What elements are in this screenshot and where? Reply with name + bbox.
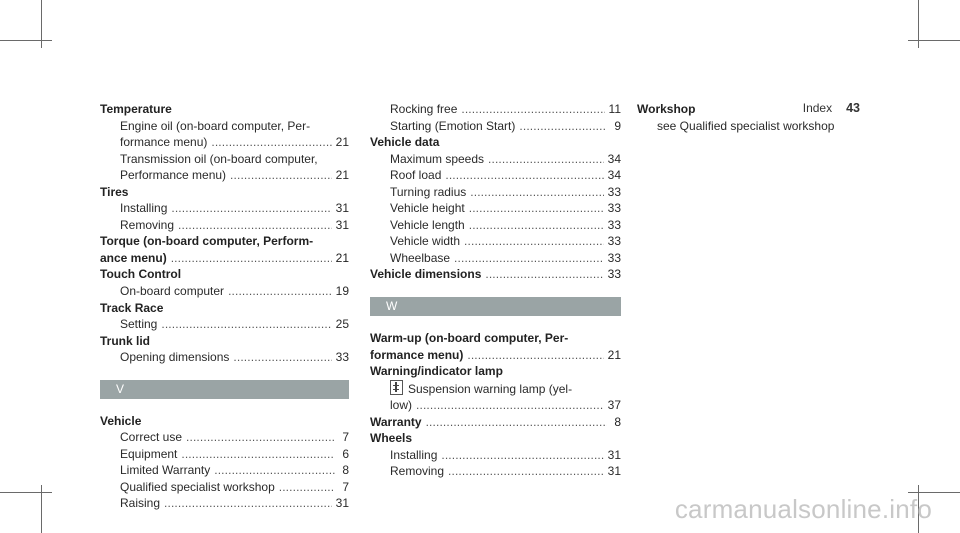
index-subentry: Installing . . . 31	[370, 447, 621, 464]
index-subentry: Setting . . . 25	[100, 316, 349, 333]
index-heading: Touch Control	[100, 267, 182, 282]
page-ref[interactable]: 33	[607, 217, 621, 232]
index-heading: Vehicle data	[370, 135, 440, 150]
index-cross-reference[interactable]: see Qualified specialist workshop	[657, 118, 835, 133]
index-heading: Tires	[100, 184, 129, 199]
section-letter-band: V	[100, 380, 349, 399]
index-subentry: Installing . . . 31	[100, 200, 349, 217]
index-subentry: Transmission oil (on-board computer,	[120, 151, 318, 166]
page-ref[interactable]: 21	[335, 135, 349, 150]
index-heading: Torque (on-board computer, Perform-	[100, 234, 314, 249]
index-subentry: Turning radius . . . 33	[370, 184, 621, 201]
page-ref[interactable]: 7	[342, 479, 349, 494]
page-ref[interactable]: 31	[607, 447, 621, 462]
crop-mark	[0, 40, 52, 41]
index-subentry: Roof load . . . 34	[370, 167, 621, 184]
index-heading: Warning/indicator lamp	[370, 364, 503, 379]
index-subentry: On-board computer . . . 19	[100, 283, 349, 300]
page-ref[interactable]: 19	[335, 284, 349, 299]
crop-mark	[908, 40, 960, 41]
index-heading: Warranty . . . 8	[370, 414, 621, 431]
page-ref[interactable]: 21	[335, 168, 349, 183]
page-ref[interactable]: 31	[335, 201, 349, 216]
index-heading: Vehicle	[100, 413, 142, 428]
index-subentry: Engine oil (on-board computer, Per-	[120, 118, 311, 133]
page-ref[interactable]: 34	[607, 151, 621, 166]
page-ref[interactable]: 6	[342, 446, 349, 461]
index-subentry: Equipment . . . 6	[100, 446, 349, 463]
index-column-1	[100, 101, 349, 512]
page-ref[interactable]: 8	[614, 414, 621, 429]
index-heading: Wheels	[370, 431, 413, 446]
page-ref[interactable]: 8	[342, 463, 349, 478]
watermark: carmanualsonline.info	[674, 494, 932, 524]
page-ref[interactable]: 33	[607, 184, 621, 199]
page-ref[interactable]: 33	[607, 234, 621, 249]
index-heading: Workshop	[637, 102, 696, 116]
index-subentry: Rocking free . . . 11	[370, 101, 621, 118]
index-subentry: Limited Warranty . . . 8	[100, 462, 349, 479]
index-subentry: Opening dimensions . . . 33	[100, 349, 349, 366]
index-subentry: Starting (Emotion Start) . . . 9	[370, 118, 621, 135]
page-ref[interactable]: 31	[335, 217, 349, 232]
index-subentry: Correct use . . . 7	[100, 429, 349, 446]
index-heading: ance menu) . . . 21	[100, 250, 349, 267]
index-subentry: Vehicle length . . . 33	[370, 217, 621, 234]
page-ref[interactable]: 21	[335, 250, 349, 265]
page-ref[interactable]: 33	[607, 250, 621, 265]
index-subentry: Performance menu) . . . 21	[100, 167, 349, 184]
section-letter-band: W	[370, 297, 621, 316]
page-ref[interactable]: 33	[607, 201, 621, 216]
crop-mark	[0, 492, 52, 493]
header-title: Index	[802, 101, 833, 115]
index-heading: Warm-up (on-board computer, Per-	[370, 331, 569, 346]
crop-mark	[908, 492, 960, 493]
index-subentry: Raising . . . 31	[100, 495, 349, 512]
page-ref[interactable]: 31	[335, 496, 349, 511]
page-ref[interactable]: 25	[335, 317, 349, 332]
index-subentry: low) . . . 37	[370, 397, 621, 414]
index-subentry: Maximum speeds . . . 34	[370, 151, 621, 168]
page-ref[interactable]: 31	[607, 464, 621, 479]
page-number: 43	[846, 101, 860, 115]
page-ref[interactable]: 33	[607, 267, 621, 282]
index-subentry: Suspension warning lamp (yel-	[370, 380, 621, 398]
page-ref[interactable]: 33	[335, 350, 349, 365]
index-heading: Temperature	[100, 102, 172, 116]
index-column-2	[370, 101, 621, 480]
index-column-3	[637, 101, 867, 134]
index-heading: Track Race	[100, 300, 164, 315]
index-subentry: Qualified specialist workshop . . . 7	[100, 479, 349, 496]
index-heading: formance menu) . . . 21	[370, 347, 621, 364]
page-ref[interactable]: 7	[342, 430, 349, 445]
page-ref[interactable]: 21	[607, 347, 621, 362]
index-subentry: Removing . . . 31	[370, 463, 621, 480]
suspension-warning-icon	[390, 380, 403, 395]
index-subentry: Removing . . . 31	[100, 217, 349, 234]
index-subentry: Vehicle height . . . 33	[370, 200, 621, 217]
page-ref[interactable]: 11	[608, 102, 621, 116]
index-subentry: Wheelbase . . . 33	[370, 250, 621, 267]
index-heading: Trunk lid	[100, 333, 151, 348]
index-subentry: formance menu) . . . 21	[100, 134, 349, 151]
page-ref[interactable]: 9	[614, 118, 621, 133]
index-subentry: Vehicle width . . . 33	[370, 233, 621, 250]
index-heading: Vehicle dimensions . . . 33	[370, 266, 621, 283]
page-ref[interactable]: 34	[607, 168, 621, 183]
page-ref[interactable]: 37	[607, 398, 621, 413]
